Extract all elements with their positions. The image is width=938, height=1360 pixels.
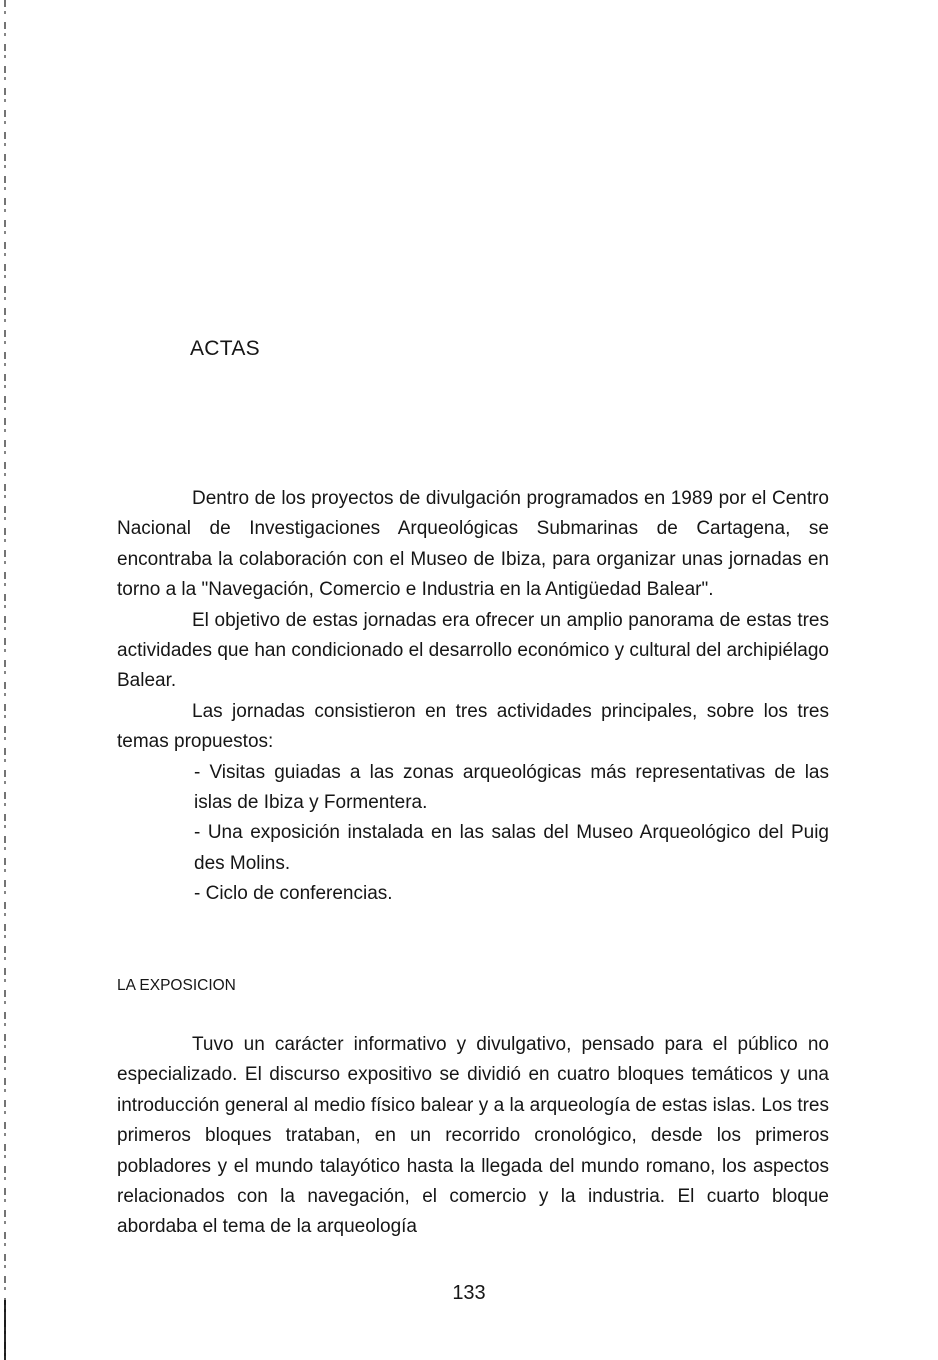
scan-left-edge [4, 0, 6, 1360]
intro-paragraph-3: Las jornadas consistieron en tres actividades principales, sobre los tres temas propuestos: [117, 700, 829, 753]
list-item: - Una exposición instalada en las salas del Museo Arqueológico del Puig des Molins. [194, 822, 829, 874]
page-number: 133 [452, 1282, 486, 1304]
exposition-section [117, 1030, 829, 1243]
activities-list [117, 758, 829, 910]
page-heading: ACTAS [190, 337, 260, 360]
list-item: - Visitas guiadas a las zonas arqueológicas más representativas de las islas de Ibiza y Formentera. [194, 761, 829, 814]
scan-bottom-edge [4, 1300, 6, 1360]
intro-paragraph-2: El objetivo de estas jornadas era ofrecer un amplio panorama de estas tres actividades que han condicionado el desarrollo económico y cultural del archipiélago Balear. [117, 609, 829, 692]
intro-paragraph-1: Dentro de los proyectos de divulgación programados en 1989 por el Centro Nacional de Investigaciones Arqueológicas Submarinas de Cartagena, se encontraba la colaboración con el Museo de Ibiza, para organizar unas jornadas en torno a la "Navegación, Comercio e Industria en la Antigüedad Balear". [117, 488, 829, 601]
exposition-paragraph: Tuvo un carácter informativo y divulgativo, pensado para el público no especializado. El discurso expositivo se dividió en cuatro bloques temáticos y una introducción general al medio físico balear y a la arqueología de estas islas. Los tres primeros bloques trataban, en un recorrido cronológico, desde los primeros pobladores y el mundo talayótico hasta la llegada del mundo romano, los aspectos relacionados con la navegación, el comercio y la industria. El cuarto bloque abordaba el tema de la arqueología [117, 1034, 829, 1238]
intro-section [117, 484, 829, 910]
section-title: LA EXPOSICION [117, 977, 236, 994]
list-item: - Ciclo de conferencias. [194, 883, 393, 905]
